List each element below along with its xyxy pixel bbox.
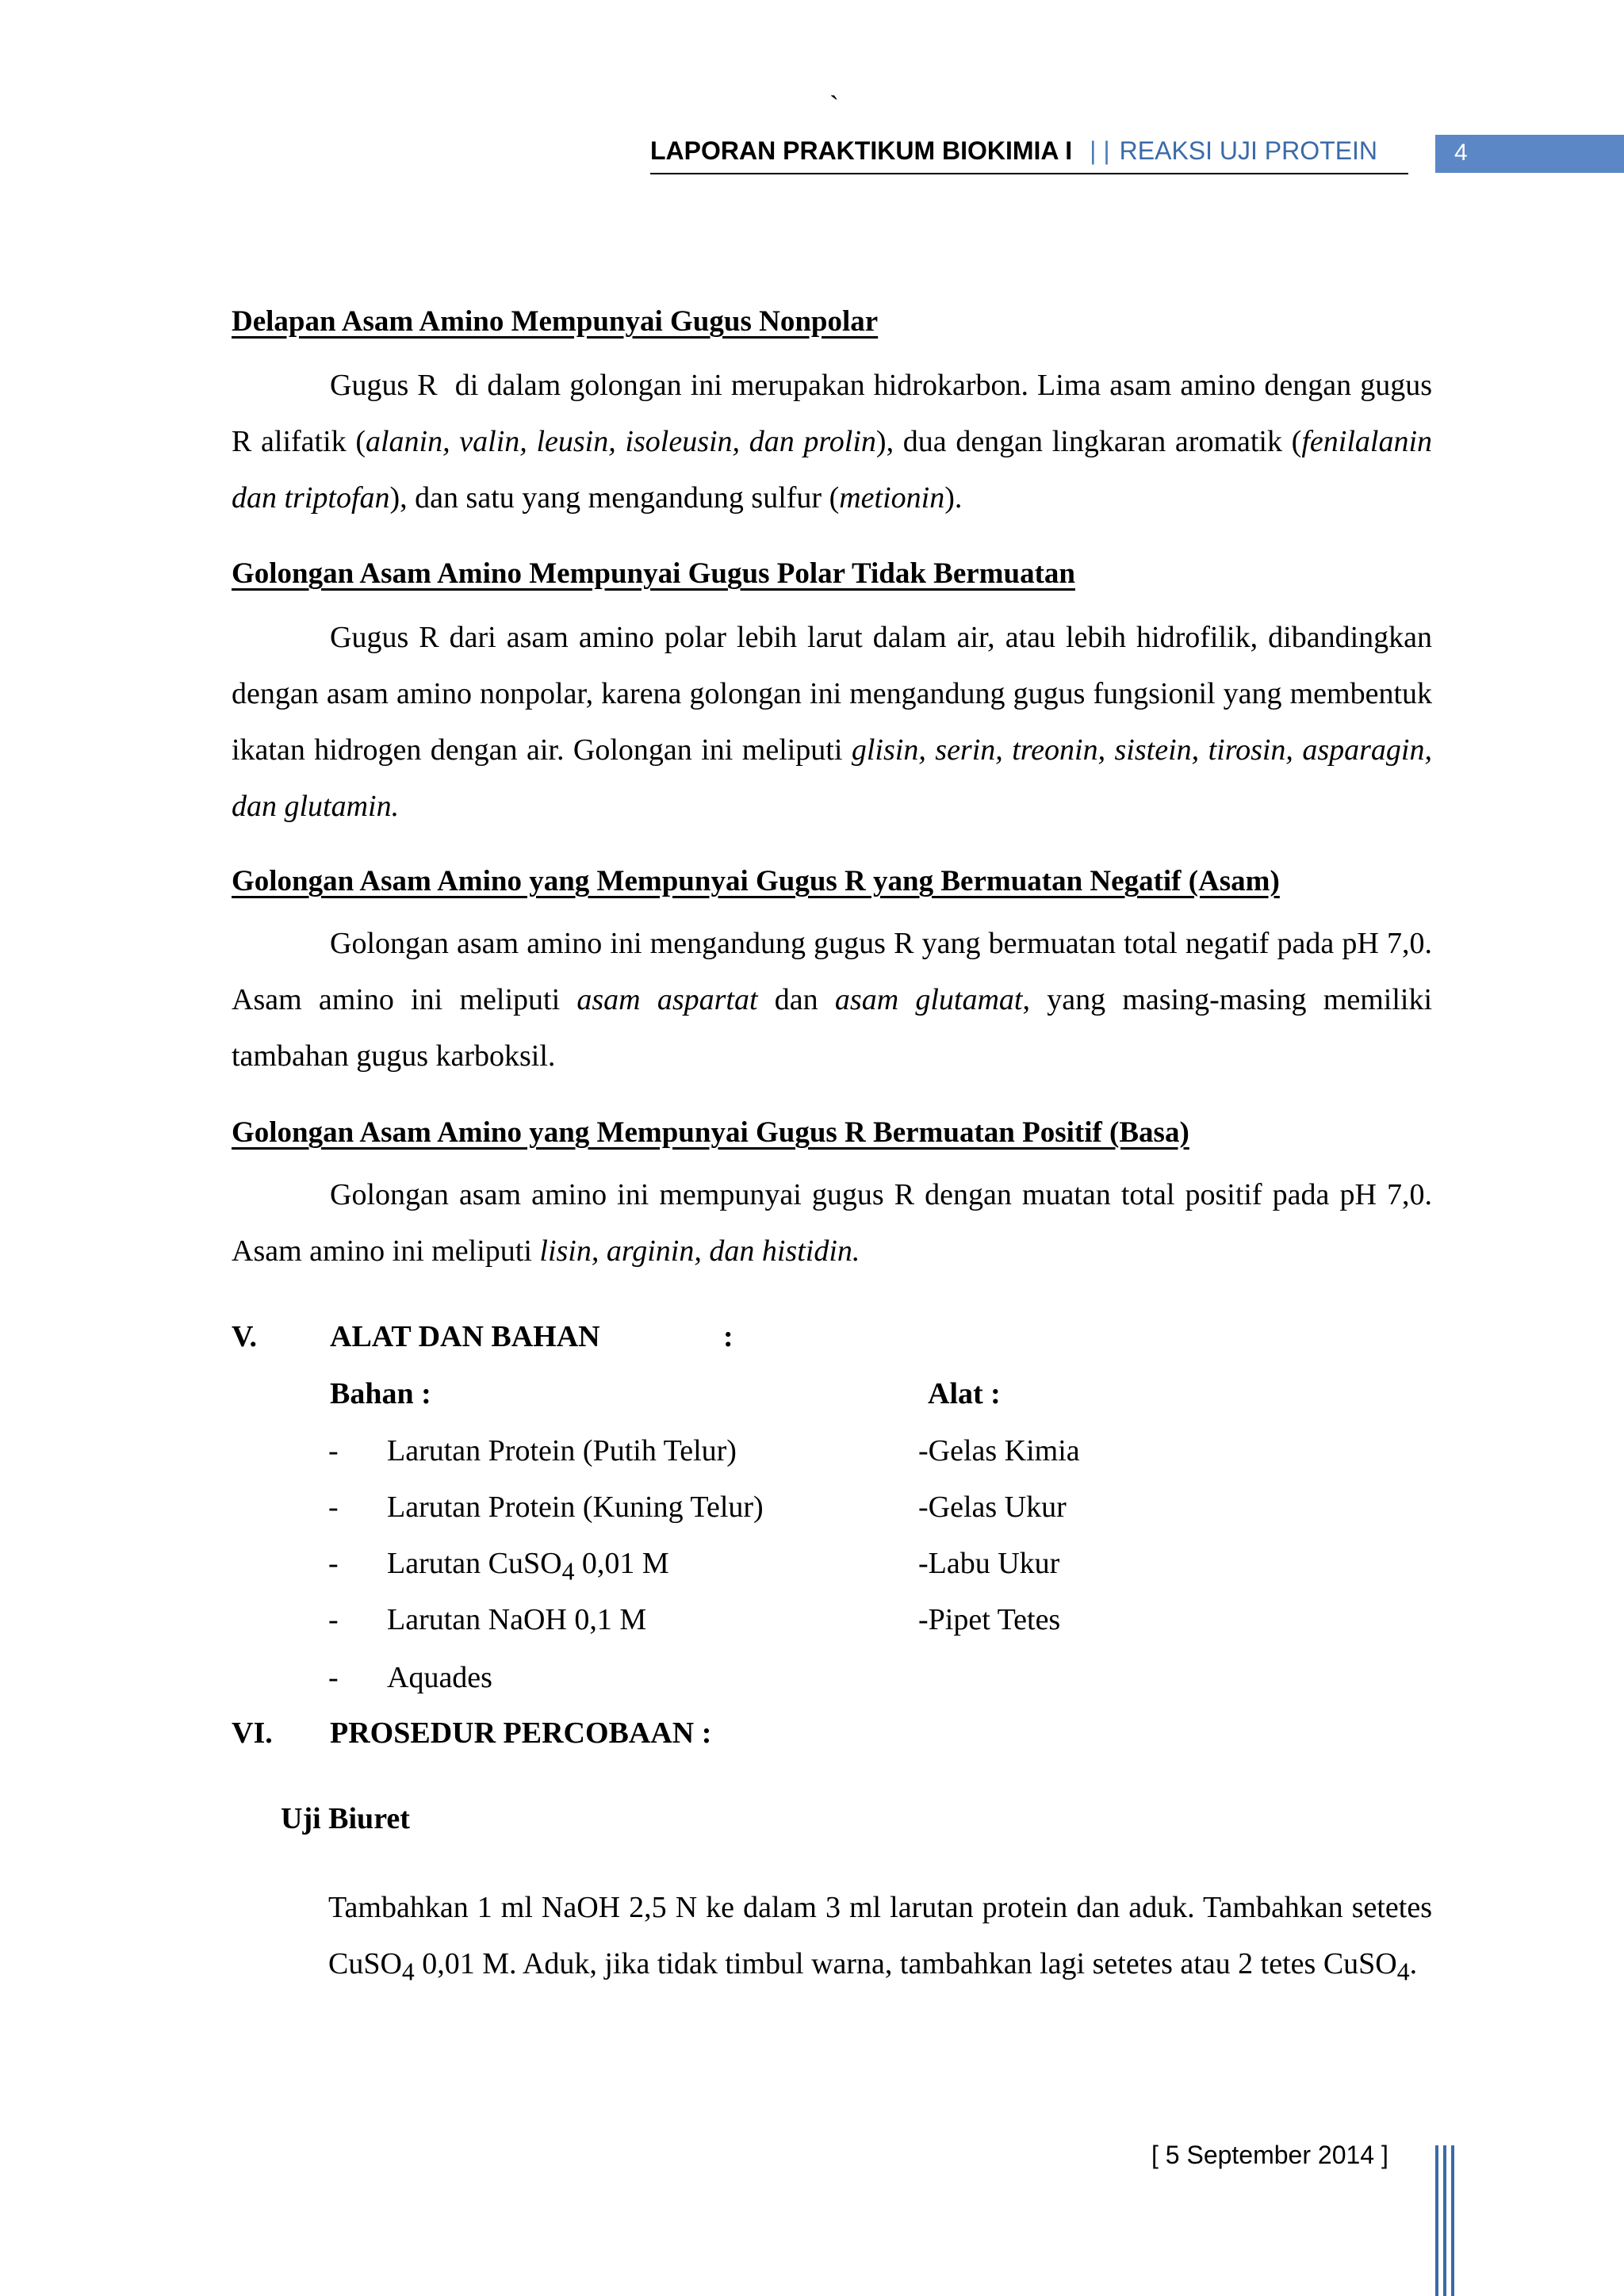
running-header <box>650 136 1377 176</box>
page-number-box <box>1435 135 1624 173</box>
list-bullet: - <box>328 1547 339 1580</box>
bahan-label: Bahan : <box>330 1377 431 1410</box>
section-title: ALAT DAN BAHAN <box>330 1320 600 1353</box>
footer-date: [ 5 September 2014 ] <box>1151 2141 1388 2169</box>
section-heading: Golongan Asam Amino yang Mempunyai Gugus R yang Bermuatan Negatif (Asam) <box>232 865 1280 897</box>
section-heading: Delapan Asam Amino Mempunyai Gugus Nonpolar <box>232 305 879 338</box>
subheading: Uji Biuret <box>281 1802 410 1835</box>
stray-mark: ` <box>829 90 839 121</box>
alat-item: -Gelas Ukur <box>918 1490 1067 1524</box>
section-nonpolar <box>232 304 1432 339</box>
list-bullet: - <box>328 1490 339 1524</box>
section-paragraph-wrap <box>232 916 1432 1085</box>
bahan-item: Aquades <box>387 1661 492 1694</box>
section-paragraph: Golongan asam amino ini mengandung gugus R yang bermuatan total negatif pada pH 7,0. Asam amino ini meliputi asam aspartat dan asam glutamat, yang masing-masing memiliki tambahan gugus karboksil. <box>232 927 1432 1073</box>
header-title: LAPORAN PRAKTIKUM BIOKIMIA I <box>650 136 1073 165</box>
header-subtitle: REAKSI UJI PROTEIN <box>1119 136 1378 165</box>
bahan-item: Larutan Protein (Kuning Telur) <box>387 1490 764 1524</box>
section-positive <box>232 1115 1432 1150</box>
footer-rule <box>1443 2145 1446 2296</box>
section-paragraph: Gugus R dari asam amino polar lebih larut dalam air, atau lebih hidrofilik, dibandingkan dengan asam amino nonpolar, karena golongan ini mengandung gugus fungsionil yang membentuk ikatan hidrogen dengan air. Golongan ini meliputi glisin, serin, treonin, sistein, tirosin, asparagin, dan glutamin. <box>232 621 1432 823</box>
section-paragraph-wrap <box>232 358 1432 526</box>
alat-label: Alat : <box>928 1377 1001 1410</box>
section-paragraph-wrap <box>232 1167 1432 1280</box>
section-paragraph: Gugus R di dalam golongan ini merupakan hidrokarbon. Lima asam amino dengan gugus R alifatik (alanin, valin, leusin, isoleusin, dan prolin), dua dengan lingkaran aromatik (fenilalanin dan triptofan), dan satu yang mengandung sulfur (metionin). <box>232 369 1432 515</box>
bahan-item: Larutan CuSO$_4$ 0,01 M <box>387 1547 669 1586</box>
footer-rule <box>1435 2145 1438 2296</box>
alat-item: -Gelas Kimia <box>918 1434 1080 1468</box>
list-bullet: - <box>328 1661 339 1694</box>
bahan-item: Larutan Protein (Putih Telur) <box>387 1434 737 1468</box>
footer-rule <box>1451 2145 1454 2296</box>
bahan-item: Larutan NaOH 0,1 M <box>387 1603 647 1636</box>
alat-item: -Labu Ukur <box>918 1547 1060 1580</box>
section-paragraph: Golongan asam amino ini mempunyai gugus R dengan muatan total positif pada pH 7,0. Asam amino ini meliputi lisin, arginin, dan histidin. <box>232 1178 1432 1268</box>
section-negative <box>232 864 1432 898</box>
section-polar <box>232 557 1432 591</box>
section-title: PROSEDUR PERCOBAAN : <box>330 1716 712 1750</box>
section-paragraph-wrap <box>232 610 1432 835</box>
section-number: V. <box>232 1320 258 1353</box>
header-rule <box>650 173 1408 174</box>
list-bullet: - <box>328 1603 339 1636</box>
section-heading: Golongan Asam Amino yang Mempunyai Gugus R Bermuatan Positif (Basa) <box>232 1116 1189 1149</box>
section-heading: Golongan Asam Amino Mempunyai Gugus Polar Tidak Bermuatan <box>232 557 1075 590</box>
procedure-paragraph: Tambahkan 1 ml NaOH 2,5 N ke dalam 3 ml larutan protein dan aduk. Tambahkan setetes CuSO$_4$ 0,01 M. Aduk, jika tidak timbul warna, tambahkan lagi setetes atau 2 tetes CuSO$_4$. <box>328 1891 1432 1986</box>
section-colon: : <box>723 1320 733 1353</box>
page-number: 4 <box>1454 140 1468 166</box>
header-separator: | | <box>1090 136 1110 165</box>
list-bullet: - <box>328 1434 339 1468</box>
alat-item: -Pipet Tetes <box>918 1603 1061 1636</box>
section-number: VI. <box>232 1716 273 1750</box>
